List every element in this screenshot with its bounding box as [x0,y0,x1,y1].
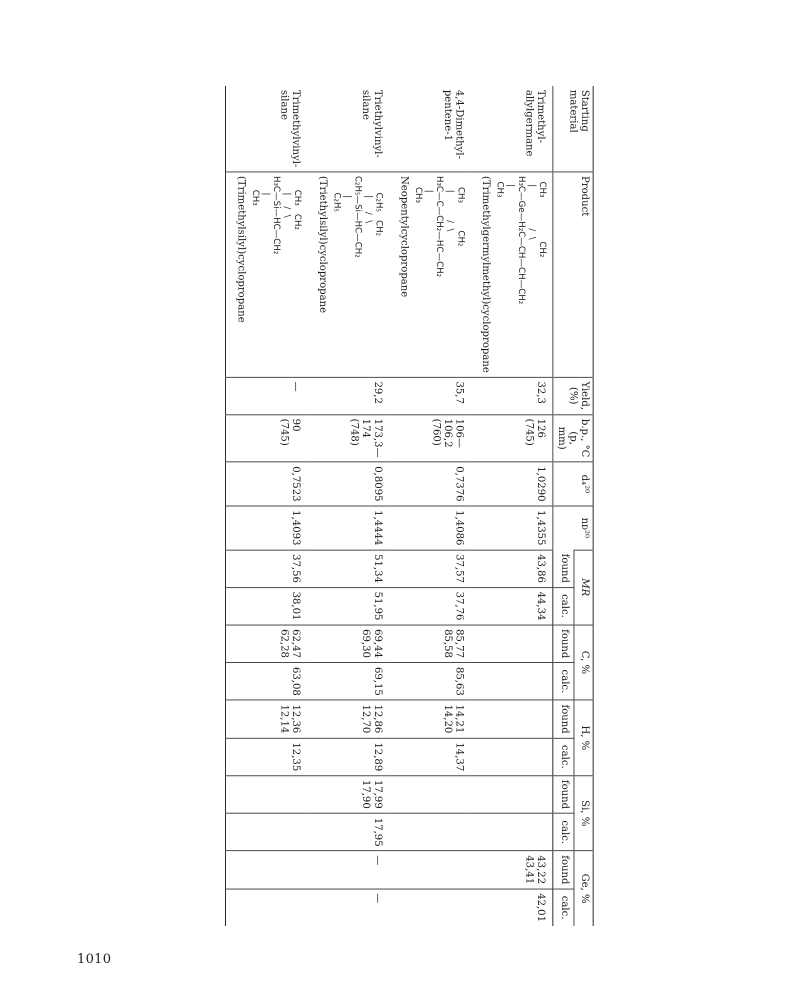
c-found-cell: 69,44 69,30 [308,625,390,663]
ge-calc-cell: 42,01 [471,889,553,926]
mr-calc-cell: 37,76 [389,587,471,625]
header-found: found [553,700,574,738]
mr-calc-cell: 38,01 [225,587,307,625]
c-calc-cell: 69,15 [308,663,390,701]
bp-cell: 173,3— 174 (748) [308,414,390,462]
mr-calc-cell: 51,95 [308,587,390,625]
h-calc-cell: 12,35 [225,738,307,776]
bp-cell: 126 (745) [471,414,553,462]
starting-material-cell: Trimethyl-allylgermane [523,89,547,157]
c-found-cell: 62,47 62,28 [225,625,307,663]
product-name: (Trimethylgermylmethyl)cyclopropane [480,175,492,373]
density-cell: 0,7523 [225,462,307,506]
header-found: found [553,550,574,587]
h-found-cell: 14,21 14,20 [389,700,471,738]
mr-found-cell: 37,57 [389,550,471,587]
header-ge: Ge, % [574,851,594,926]
mr-found-cell: 51,34 [308,550,390,587]
structural-formula: CH₃ CH₂ | / \ H₃C—Ge—H₂C—CH—CH—CH₂ | CH₃ [494,175,547,305]
header-density: d₄²⁰ [553,462,593,506]
header-calc: calc. [553,813,574,851]
header-refraction: nᴅ²⁰ [553,506,593,550]
product-name: Neopentylcyclopropane [398,175,411,298]
si-found-cell [389,776,471,814]
si-calc-cell [389,813,471,851]
h-found-cell [471,700,553,738]
h-found-cell: 12,86 12,70 [308,700,390,738]
table-row [389,86,471,926]
header-yield: Yield, (%) [553,377,593,414]
header-si: Si, % [574,776,594,851]
data-table [225,86,594,926]
bp-cell: 106— 106,2 (760) [389,414,471,462]
c-found-cell [471,625,553,663]
density-cell: 0,7376 [389,462,471,506]
ge-found-cell: — [308,851,390,889]
ge-calc-cell: — [308,889,390,926]
header-found: found [553,625,574,663]
starting-material-cell: Trimethylvinyl-silane [278,89,302,168]
si-found-cell: 17,99 17,90 [308,776,390,814]
table-row [225,86,307,926]
h-calc-cell: 12,89 [308,738,390,776]
c-calc-cell [471,663,553,701]
starting-material-cell: 4,4-Dimethyl-pentene-1 [441,89,466,159]
header-found: found [553,851,574,889]
header-c: C, % [574,625,594,700]
refraction-cell: 1,4355 [471,506,553,550]
product-name: (Trimethylsilyl)cyclopropane [235,175,248,323]
density-cell: 0,8095 [308,462,390,506]
product-cell [225,172,307,378]
c-found-cell: 85,77 85,58 [389,625,471,663]
refraction-cell: 1,4086 [389,506,471,550]
ge-found-cell [225,851,307,889]
header-calc: calc. [553,889,574,926]
header-bp: b.p., °C (p, mm) [553,414,593,462]
si-found-cell [471,776,553,814]
table-row [308,86,390,926]
yield-cell: 32,3 [471,377,553,414]
si-calc-cell: 17,95 [308,813,390,851]
mr-found-cell: 37,56 [225,550,307,587]
header-calc: calc. [553,663,574,701]
h-calc-cell: 14,37 [389,738,471,776]
product-name: (Triethylsilyl)cyclopropane [317,175,329,314]
product-cell [308,172,390,378]
ge-calc-cell [389,889,471,926]
header-calc: calc. [553,587,574,625]
header-h: H, % [574,700,594,775]
yield-cell: 29,2 [308,377,390,414]
h-found-cell: 12,36 12,14 [225,700,307,738]
ge-found-cell [389,851,471,889]
yield-cell: 35,7 [389,377,471,414]
c-calc-cell: 85,63 [389,663,471,701]
header-found: found [553,776,574,814]
c-calc-cell: 63,08 [225,663,307,701]
structural-formula: CH₃ CH₂ | / \ H₃C—C—CH₂—HC—CH₂ | CH₃ [413,175,466,278]
refraction-cell: 1,4444 [308,506,390,550]
ge-found-cell: 43,22 43,41 [471,851,553,889]
mr-calc-cell: 44,34 [471,587,553,625]
mr-found-cell: 43,86 [471,550,553,587]
table-row [471,86,553,926]
product-cell [471,172,553,378]
starting-material-cell: Triethylvinyl-silane [360,89,384,158]
structural-formula: C₂H₅ CH₂ | / \ C₂H₅—Si—HC—CH₂ | C₂H₅ [331,175,384,258]
table-body [225,86,552,926]
header-starting-material: Starting material [553,86,593,172]
page-number: 1010 [77,952,112,967]
product-cell [389,172,471,378]
si-calc-cell [471,813,553,851]
density-cell: 1,0290 [471,462,553,506]
ge-calc-cell [225,889,307,926]
si-calc-cell [225,813,307,851]
yield-cell: — [225,377,307,414]
bp-cell: 90 (745) [225,414,307,462]
header-calc: calc. [553,738,574,776]
header-product: Product [553,172,593,378]
h-calc-cell [471,738,553,776]
rotated-table-container [225,86,594,926]
structural-formula: CH₃ CH₂ | / \ H₃C—Si—HC—CH₂ | CH₃ [249,175,302,255]
table-header [553,86,593,926]
si-found-cell [225,776,307,814]
refraction-cell: 1,4093 [225,506,307,550]
header-mr: MR [574,550,594,625]
